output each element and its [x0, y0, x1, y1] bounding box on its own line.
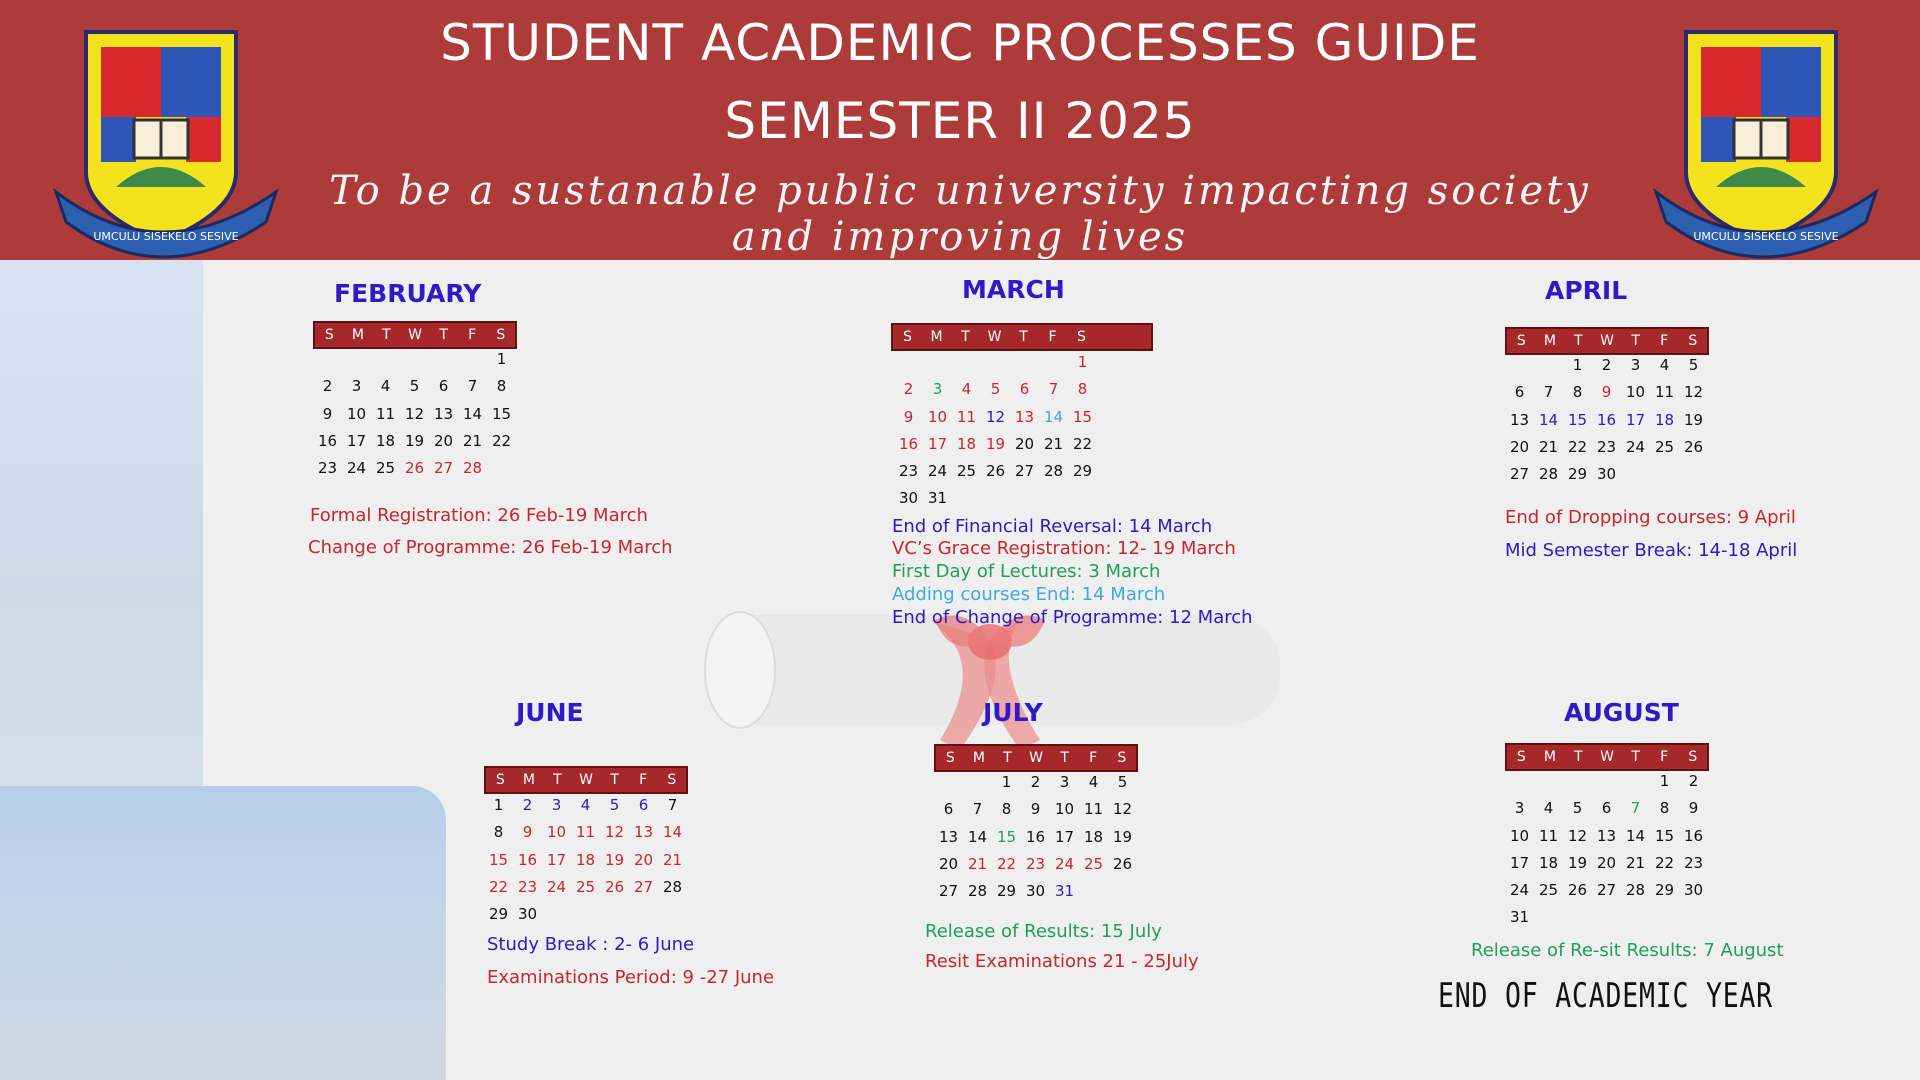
weekday-label-july-4: T	[1060, 750, 1069, 766]
note-august-1: Release of Re-sit Results: 7 August	[1471, 940, 1784, 961]
day-june-11: 11	[575, 823, 596, 842]
day-february-12: 12	[404, 404, 425, 423]
day-july-23: 23	[1025, 854, 1046, 873]
day-february-22: 22	[491, 431, 512, 450]
day-march-14: 14	[1043, 407, 1064, 426]
weekday-label-february-6: S	[496, 327, 506, 343]
day-august-31: 31	[1509, 908, 1530, 927]
day-august-16: 16	[1683, 826, 1704, 845]
day-march-27: 27	[1014, 462, 1035, 481]
day-february-15: 15	[491, 404, 512, 423]
day-july-22: 22	[996, 854, 1017, 873]
day-august-14: 14	[1625, 826, 1646, 845]
weekday-label-july-5: F	[1089, 750, 1098, 766]
day-august-28: 28	[1625, 881, 1646, 900]
day-june-19: 19	[604, 850, 625, 869]
calendar-grid-february	[313, 346, 516, 482]
day-february-19: 19	[404, 431, 425, 450]
day-august-5: 5	[1572, 799, 1583, 818]
day-april-12: 12	[1683, 383, 1704, 402]
day-june-8: 8	[493, 823, 504, 842]
day-february-4: 4	[380, 377, 391, 396]
day-march-22: 22	[1072, 434, 1093, 453]
weekday-label-april-4: T	[1631, 333, 1640, 349]
day-march-7: 7	[1048, 380, 1059, 399]
empty-cell	[371, 346, 400, 373]
weekday-label-august-0: S	[1516, 749, 1526, 765]
day-march-20: 20	[1014, 434, 1035, 453]
day-april-19: 19	[1683, 410, 1704, 429]
weekday-header-june	[484, 766, 688, 794]
day-august-10: 10	[1509, 826, 1530, 845]
day-july-3: 3	[1059, 773, 1070, 791]
day-april-14: 14	[1538, 410, 1559, 429]
day-february-20: 20	[433, 431, 454, 450]
weekday-label-march-6: S	[1077, 329, 1086, 345]
weekday-label-february-2: T	[382, 327, 391, 343]
day-june-20: 20	[633, 850, 654, 869]
calendar-grid-june	[484, 792, 687, 928]
day-march-16: 16	[898, 434, 919, 453]
month-title-june: JUNE	[516, 698, 584, 727]
day-april-2: 2	[1601, 356, 1612, 374]
day-march-4: 4	[961, 380, 972, 399]
header-banner	[0, 0, 1920, 260]
day-march-1: 1	[1077, 353, 1088, 371]
weekday-label-april-5: F	[1660, 333, 1669, 349]
month-title-february: FEBRUARY	[334, 279, 482, 308]
day-june-16: 16	[517, 850, 538, 869]
day-july-14: 14	[967, 827, 988, 846]
day-february-11: 11	[375, 404, 396, 423]
crest-motto-right: UMCULU SISEKELO SESIVE	[1693, 230, 1839, 243]
weekday-label-july-0: S	[945, 750, 955, 766]
day-august-7: 7	[1630, 799, 1641, 818]
empty-cell	[429, 346, 458, 373]
day-july-13: 13	[938, 827, 959, 846]
day-august-19: 19	[1567, 853, 1588, 872]
month-title-july: JULY	[983, 698, 1043, 727]
weekday-label-april-2: T	[1574, 333, 1583, 349]
day-march-9: 9	[903, 407, 914, 426]
day-april-24: 24	[1625, 437, 1646, 456]
day-august-9: 9	[1688, 799, 1699, 818]
day-august-24: 24	[1509, 881, 1530, 900]
weekday-label-june-2: T	[553, 772, 562, 788]
weekday-label-august-5: F	[1660, 749, 1669, 765]
day-june-2: 2	[522, 796, 533, 814]
weekday-label-april-3: W	[1600, 333, 1614, 349]
day-april-11: 11	[1654, 383, 1675, 402]
note-march-1: End of Financial Reversal: 14 March	[892, 516, 1213, 537]
day-march-12: 12	[985, 407, 1006, 426]
note-march-2: VC’s Grace Registration: 12- 19 March	[892, 538, 1236, 559]
day-august-21: 21	[1625, 853, 1646, 872]
weekday-label-june-0: S	[495, 772, 505, 788]
empty-cell	[1563, 768, 1592, 795]
day-july-11: 11	[1083, 800, 1104, 819]
day-march-23: 23	[898, 462, 919, 481]
day-april-18: 18	[1654, 410, 1675, 429]
day-june-27: 27	[633, 877, 654, 896]
university-motto: To be a sustanable public university impacting society and improving lives	[329, 168, 1591, 260]
day-july-5: 5	[1117, 773, 1128, 791]
day-february-26: 26	[404, 459, 425, 478]
crest-motto-left: UMCULU SISEKELO SESIVE	[93, 230, 239, 243]
calendar-grid-july	[934, 769, 1137, 905]
day-august-4: 4	[1543, 799, 1554, 818]
day-august-1: 1	[1659, 772, 1670, 790]
weekday-label-february-1: M	[351, 327, 364, 343]
day-july-16: 16	[1025, 827, 1046, 846]
day-april-7: 7	[1543, 383, 1554, 402]
day-july-30: 30	[1025, 882, 1046, 901]
semester-title: SEMESTER II 2025	[724, 92, 1196, 150]
day-april-15: 15	[1567, 410, 1588, 429]
day-february-1: 1	[496, 350, 507, 368]
day-february-10: 10	[346, 404, 367, 423]
note-april-1: End of Dropping courses: 9 April	[1505, 507, 1796, 528]
weekday-label-february-5: F	[468, 327, 477, 343]
weekday-label-july-6: S	[1117, 750, 1127, 766]
day-april-13: 13	[1509, 410, 1530, 429]
day-august-29: 29	[1654, 881, 1675, 900]
day-march-3: 3	[932, 380, 943, 399]
empty-cell	[1010, 349, 1039, 376]
day-june-15: 15	[488, 850, 509, 869]
note-march-3: First Day of Lectures: 3 March	[892, 561, 1161, 582]
day-february-13: 13	[433, 404, 454, 423]
day-march-17: 17	[927, 434, 948, 453]
calendar-grid-april	[1505, 352, 1708, 488]
day-april-27: 27	[1509, 465, 1530, 484]
note-june-2: Examinations Period: 9 -27 June	[487, 967, 775, 988]
day-june-18: 18	[575, 850, 596, 869]
day-february-8: 8	[496, 377, 507, 396]
calendar-grid-march	[894, 349, 1097, 513]
day-april-17: 17	[1625, 410, 1646, 429]
weekday-label-february-4: T	[439, 327, 448, 343]
day-july-1: 1	[1001, 773, 1012, 791]
day-february-2: 2	[322, 377, 333, 396]
weekday-label-july-2: T	[1003, 750, 1012, 766]
page-title: STUDENT ACADEMIC PROCESSES GUIDE	[440, 14, 1480, 72]
note-february-2: Change of Programme: 26 Feb-19 March	[308, 537, 673, 558]
day-august-22: 22	[1654, 853, 1675, 872]
day-march-31: 31	[927, 489, 948, 508]
day-july-28: 28	[967, 882, 988, 901]
day-august-23: 23	[1683, 853, 1704, 872]
day-august-12: 12	[1567, 826, 1588, 845]
empty-cell	[313, 346, 342, 373]
day-june-24: 24	[546, 877, 567, 896]
weekday-label-march-3: W	[987, 329, 1002, 345]
day-april-25: 25	[1654, 437, 1675, 456]
day-july-8: 8	[1001, 800, 1012, 819]
day-june-22: 22	[488, 877, 509, 896]
empty-cell	[1505, 768, 1534, 795]
weekday-label-july-1: M	[972, 750, 985, 766]
weekday-header-august	[1505, 743, 1709, 771]
university-crest-right	[1646, 22, 1886, 262]
day-february-5: 5	[409, 377, 420, 396]
day-april-23: 23	[1596, 437, 1617, 456]
weekday-label-march-1: M	[930, 329, 943, 345]
day-february-14: 14	[462, 404, 483, 423]
bridge-photo	[0, 786, 446, 1080]
note-june-1: Study Break : 2- 6 June	[487, 934, 695, 955]
day-april-10: 10	[1625, 383, 1646, 402]
day-july-20: 20	[938, 854, 959, 873]
weekday-label-august-1: M	[1543, 749, 1556, 765]
day-july-2: 2	[1030, 773, 1041, 791]
note-march-4: Adding courses End: 14 March	[892, 584, 1166, 605]
day-april-3: 3	[1630, 356, 1641, 374]
day-march-28: 28	[1043, 462, 1064, 481]
weekday-label-august-6: S	[1688, 749, 1698, 765]
day-april-4: 4	[1659, 356, 1670, 374]
day-june-26: 26	[604, 877, 625, 896]
day-july-18: 18	[1083, 827, 1104, 846]
day-july-17: 17	[1054, 827, 1075, 846]
day-april-20: 20	[1509, 437, 1530, 456]
day-july-7: 7	[972, 800, 983, 819]
weekday-label-march-0: S	[903, 329, 912, 345]
month-title-april: APRIL	[1545, 276, 1628, 305]
day-february-21: 21	[462, 431, 483, 450]
day-march-19: 19	[985, 434, 1006, 453]
day-june-5: 5	[609, 796, 620, 814]
day-august-25: 25	[1538, 881, 1559, 900]
day-april-28: 28	[1538, 465, 1559, 484]
note-april-2: Mid Semester Break: 14-18 April	[1505, 540, 1798, 561]
university-crest-left	[46, 22, 286, 262]
empty-cell	[1534, 352, 1563, 379]
day-august-13: 13	[1596, 826, 1617, 845]
day-june-13: 13	[633, 823, 654, 842]
day-june-7: 7	[667, 796, 678, 814]
note-july-2: Resit Examinations 21 - 25July	[925, 951, 1199, 972]
day-march-10: 10	[927, 407, 948, 426]
day-august-3: 3	[1514, 799, 1525, 818]
weekday-label-august-4: T	[1631, 749, 1640, 765]
day-march-25: 25	[956, 462, 977, 481]
day-june-23: 23	[517, 877, 538, 896]
note-july-1: Release of Results: 15 July	[925, 921, 1162, 942]
day-july-4: 4	[1088, 773, 1099, 791]
month-title-march: MARCH	[962, 275, 1065, 304]
empty-cell	[342, 346, 371, 373]
empty-cell	[458, 346, 487, 373]
day-august-15: 15	[1654, 826, 1675, 845]
day-february-3: 3	[351, 377, 362, 396]
day-june-29: 29	[488, 905, 509, 924]
day-july-10: 10	[1054, 800, 1075, 819]
end-of-academic-year: END OF ACADEMIC YEAR	[1438, 976, 1773, 1016]
day-july-15: 15	[996, 827, 1017, 846]
weekday-label-june-3: W	[579, 772, 593, 788]
day-july-27: 27	[938, 882, 959, 901]
day-february-23: 23	[317, 459, 338, 478]
day-august-17: 17	[1509, 853, 1530, 872]
day-march-2: 2	[903, 380, 914, 399]
day-august-11: 11	[1538, 826, 1559, 845]
day-april-22: 22	[1567, 437, 1588, 456]
day-july-9: 9	[1030, 800, 1041, 819]
weekday-header-april	[1505, 327, 1709, 355]
empty-cell	[934, 769, 963, 796]
day-february-17: 17	[346, 431, 367, 450]
empty-cell	[894, 349, 923, 376]
day-august-8: 8	[1659, 799, 1670, 818]
empty-cell	[1534, 768, 1563, 795]
day-july-26: 26	[1112, 854, 1133, 873]
weekday-label-march-4: T	[1019, 329, 1028, 345]
empty-cell	[981, 349, 1010, 376]
day-july-12: 12	[1112, 800, 1133, 819]
weekday-label-april-6: S	[1688, 333, 1698, 349]
day-june-14: 14	[662, 823, 683, 842]
day-june-6: 6	[638, 796, 649, 814]
day-august-20: 20	[1596, 853, 1617, 872]
day-july-19: 19	[1112, 827, 1133, 846]
weekday-label-march-2: T	[961, 329, 970, 345]
day-april-6: 6	[1514, 383, 1525, 402]
weekday-label-august-3: W	[1600, 749, 1614, 765]
empty-cell	[963, 769, 992, 796]
empty-cell	[1505, 352, 1534, 379]
day-february-7: 7	[467, 377, 478, 396]
day-august-26: 26	[1567, 881, 1588, 900]
day-july-24: 24	[1054, 854, 1075, 873]
day-august-6: 6	[1601, 799, 1612, 818]
empty-cell	[1621, 768, 1650, 795]
day-june-9: 9	[522, 823, 533, 842]
day-april-8: 8	[1572, 383, 1583, 402]
day-march-26: 26	[985, 462, 1006, 481]
day-february-28: 28	[462, 459, 483, 478]
weekday-label-march-5: F	[1048, 329, 1057, 345]
day-july-21: 21	[967, 854, 988, 873]
empty-cell	[400, 346, 429, 373]
day-march-13: 13	[1014, 407, 1035, 426]
note-february-1: Formal Registration: 26 Feb-19 March	[310, 505, 648, 526]
day-april-16: 16	[1596, 410, 1617, 429]
weekday-label-july-3: W	[1029, 750, 1043, 766]
day-june-28: 28	[662, 877, 683, 896]
weekday-label-february-0: S	[324, 327, 334, 343]
note-march-5: End of Change of Programme: 12 March	[892, 607, 1253, 628]
weekday-header-february	[313, 321, 517, 349]
day-march-29: 29	[1072, 462, 1093, 481]
weekday-label-august-2: T	[1574, 749, 1583, 765]
weekday-label-june-4: T	[610, 772, 619, 788]
day-march-24: 24	[927, 462, 948, 481]
weekday-label-june-5: F	[639, 772, 648, 788]
day-february-9: 9	[322, 404, 333, 423]
day-june-12: 12	[604, 823, 625, 842]
day-february-24: 24	[346, 459, 367, 478]
day-june-3: 3	[551, 796, 562, 814]
day-june-21: 21	[662, 850, 683, 869]
day-march-18: 18	[956, 434, 977, 453]
day-april-21: 21	[1538, 437, 1559, 456]
weekday-label-february-3: W	[408, 327, 422, 343]
empty-cell	[923, 349, 952, 376]
day-march-8: 8	[1077, 380, 1088, 399]
day-february-16: 16	[317, 431, 338, 450]
day-april-9: 9	[1601, 383, 1612, 402]
day-april-26: 26	[1683, 437, 1704, 456]
weekday-header-july	[934, 744, 1138, 772]
weekday-label-april-1: M	[1543, 333, 1556, 349]
day-april-29: 29	[1567, 465, 1588, 484]
day-april-30: 30	[1596, 465, 1617, 484]
day-february-25: 25	[375, 459, 396, 478]
weekday-label-june-1: M	[522, 772, 535, 788]
day-april-1: 1	[1572, 356, 1583, 374]
weekday-header-march	[891, 323, 1153, 351]
day-june-1: 1	[493, 796, 504, 814]
calendar-grid-august	[1505, 768, 1708, 932]
day-june-25: 25	[575, 877, 596, 896]
day-june-10: 10	[546, 823, 567, 842]
day-june-4: 4	[580, 796, 591, 814]
day-february-27: 27	[433, 459, 454, 478]
day-june-17: 17	[546, 850, 567, 869]
weekday-label-june-6: S	[667, 772, 677, 788]
day-august-2: 2	[1688, 772, 1699, 790]
day-march-30: 30	[898, 489, 919, 508]
day-june-30: 30	[517, 905, 538, 924]
day-august-30: 30	[1683, 881, 1704, 900]
empty-cell	[952, 349, 981, 376]
day-february-6: 6	[438, 377, 449, 396]
day-march-6: 6	[1019, 380, 1030, 399]
month-title-august: AUGUST	[1564, 698, 1679, 727]
day-february-18: 18	[375, 431, 396, 450]
day-july-6: 6	[943, 800, 954, 819]
day-august-18: 18	[1538, 853, 1559, 872]
day-march-21: 21	[1043, 434, 1064, 453]
day-july-25: 25	[1083, 854, 1104, 873]
day-april-5: 5	[1688, 356, 1699, 374]
day-july-29: 29	[996, 882, 1017, 901]
weekday-label-april-0: S	[1516, 333, 1526, 349]
empty-cell	[1039, 349, 1068, 376]
day-july-31: 31	[1054, 882, 1075, 901]
empty-cell	[1592, 768, 1621, 795]
day-march-15: 15	[1072, 407, 1093, 426]
day-march-11: 11	[956, 407, 977, 426]
day-august-27: 27	[1596, 881, 1617, 900]
day-march-5: 5	[990, 380, 1001, 399]
